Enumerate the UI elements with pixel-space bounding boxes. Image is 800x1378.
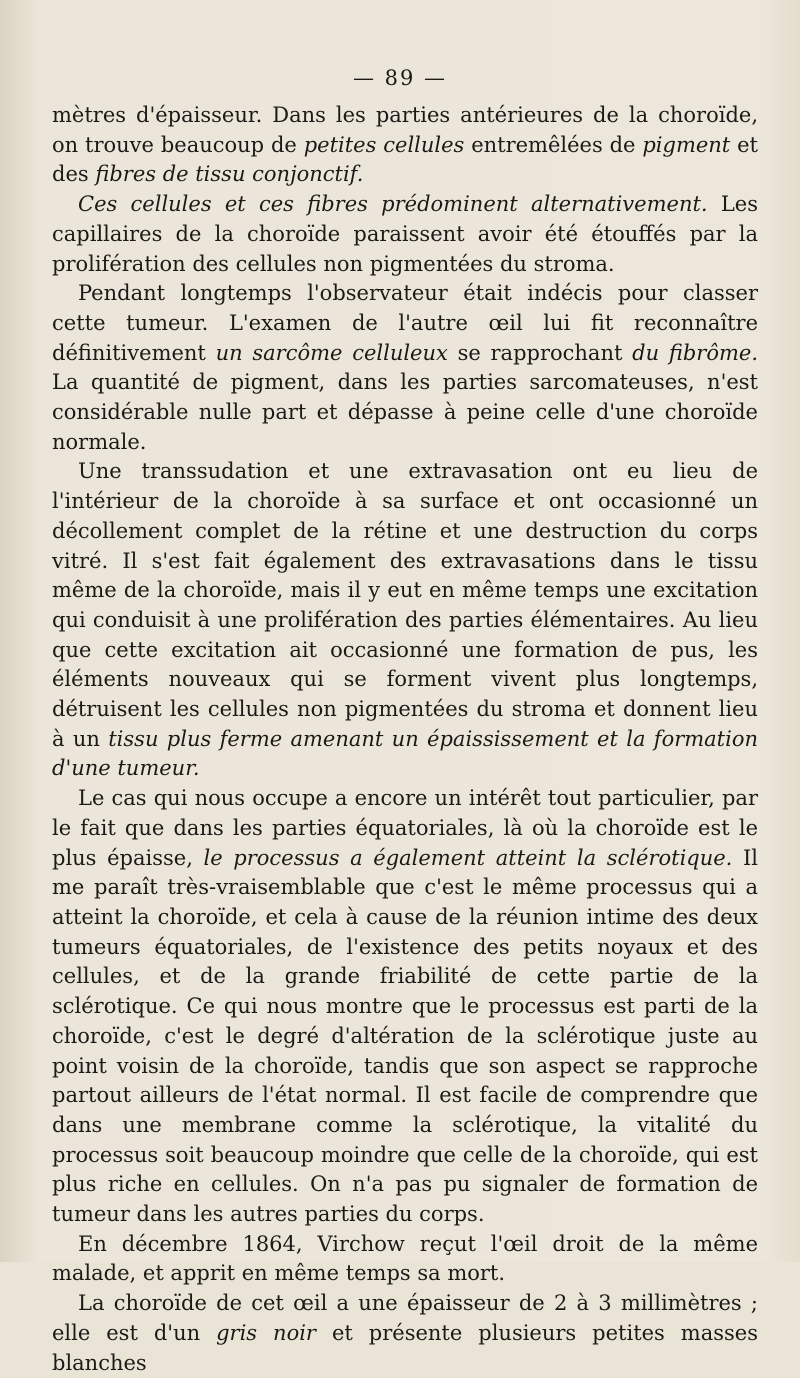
p4-italic-b: tissu plus ferme amenant un épaississement et la formation d'une tumeur. <box>52 726 759 781</box>
p1-italic-d: pigment <box>642 132 731 157</box>
p6-text-a: En décembre 1864, Virchow reçut l'œil droit de la même malade, et apprit en même temps sa mort. <box>52 1231 758 1286</box>
p5-text-a: Le cas qui nous occupe a encore un intérêt tout particulier, par le fait que dans les parties équatoriales, là où la choroïde est le plus épaisse, <box>52 786 758 870</box>
p5-text-c: Il me paraît très-vraisemblable que c'est le même processus qui a atteint la choroïde, et cela à cause de la réunion intime des deux tumeurs équatoriales, de l'existence des petits noyaux et des cellules, et de la grande friabilité de cette partie de la sclérotique. Ce qui nous montre que le processus est parti de la choroïde, c'est le degré d'altération de la sclérotique juste au point voisin de la choroïde, tandis que son aspect se rapproche partout ailleurs de l'état normal. Il est facile de comprendre que dans une membrane comme la sclérotique, la vitalité du processus soit beaucoup moindre que celle de la choroïde, qui est plus riche en cellules. On n'a pas pu signaler de formation de tumeur dans les autres parties du corps. <box>52 845 759 1227</box>
paragraph-1 <box>52 101 758 190</box>
p2-text-b: Les capillaires de la choroïde paraissent avoir été étouffés par la prolifération des cellules non pigmentées du stroma. <box>52 192 759 276</box>
p3-text-a: Pendant longtemps l'observateur était indécis pour classer cette tumeur. L'examen de l'autre œil lui fit reconnaître définitivement <box>52 281 758 365</box>
body-text <box>52 101 758 1378</box>
p1-text-e: et des <box>52 132 758 187</box>
paragraph-5 <box>52 784 758 1230</box>
p3-italic-d: du fibrôme. <box>632 340 759 365</box>
p3-italic-b: un sarcôme celluleux <box>215 340 448 365</box>
p7-italic-b: gris noir <box>216 1320 316 1345</box>
p5-italic-b: le processus a également atteint la sclérotique. <box>203 845 733 870</box>
p3-text-e: La quantité de pigment, dans les parties sarcomateuses, n'est considérable nulle part et dépasse à peine celle d'une choroïde normale. <box>52 370 758 454</box>
paragraph-3 <box>52 279 758 457</box>
p1-text-c: entremêlées de <box>464 132 643 157</box>
paragraph-7 <box>52 1289 758 1378</box>
p3-text-c: se rapprochant <box>447 340 633 365</box>
paragraph-6 <box>52 1230 758 1289</box>
paragraph-4 <box>52 457 758 784</box>
p7-text-c: et présente plusieurs petites masses blanches <box>52 1320 758 1375</box>
p1-text-a: mètres d'épaisseur. Dans les parties antérieures de la choroïde, on trouve beaucoup de <box>52 103 758 157</box>
p7-text-a: La choroïde de cet œil a une épaisseur de 2 à 3 millimètres ; elle est d'un <box>52 1291 758 1345</box>
p1-italic-b: petites cellules <box>303 132 465 157</box>
page-number: — 89 — <box>352 66 448 90</box>
p1-italic-f: fibres de tissu conjonctif. <box>95 162 364 187</box>
p4-text-a: Une transsudation et une extravasation ont eu lieu de l'intérieur de la choroïde à sa surface et ont occasionné un décollement complet de la rétine et une destruction du corps vitré. Il s'est fait également des extravasations dans le tissu même de la choroïde, mais il y eut en même temps une excitation qui conduisit à une prolifération des parties élémentaires. Au lieu que cette excitation ait occasionné une formation de pus, les éléments nouveaux qui se forment vivent plus longtemps, détruisent les cellules non pigmentées du stroma et donnent lieu à un <box>52 459 758 751</box>
paragraph-2 <box>52 190 758 279</box>
p2-italic-a: Ces cellules et ces fibres prédominent alternativement. <box>78 192 708 217</box>
